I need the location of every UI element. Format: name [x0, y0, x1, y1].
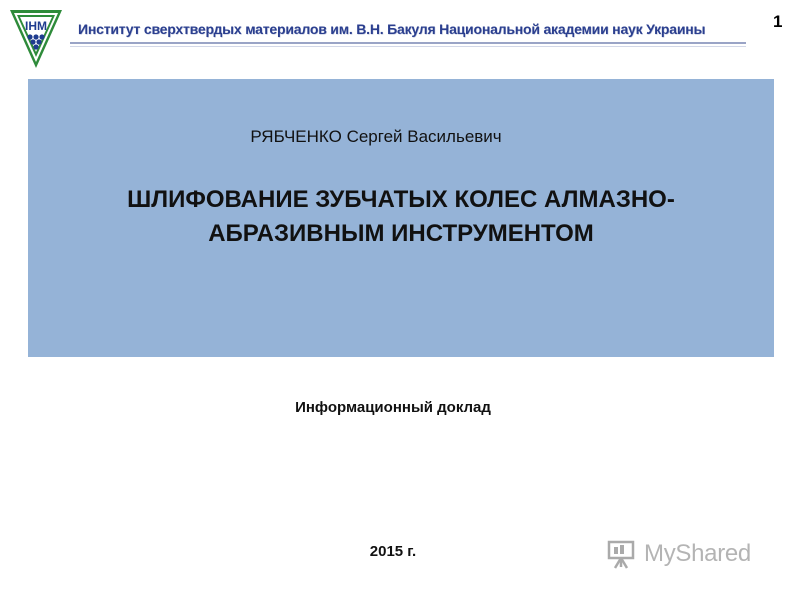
title-panel [28, 79, 774, 357]
logo-text: ІНМ [25, 19, 47, 33]
header-divider [70, 42, 746, 44]
report-title-line-2: АБРАЗИВНЫМ ИНСТРУМЕНТОМ [208, 220, 594, 247]
author-name: РЯБЧЕНКО Сергей Васильевич [250, 127, 502, 146]
report-year: 2015 г. [369, 543, 417, 560]
presentation-board-icon [606, 538, 638, 570]
report-title-line-1: ШЛИФОВАНИЕ ЗУБЧАТЫХ КОЛЕС АЛМАЗНО- [127, 186, 675, 213]
watermark-text: MyShared [644, 540, 751, 567]
institute-name: Институт сверхтвердых материалов им. В.Н. Бакуля Национальной академии наук Украины [78, 21, 706, 37]
logo-shield-icon [8, 6, 64, 72]
myshared-watermark [606, 537, 751, 571]
slide-number: 1 [773, 12, 783, 31]
report-type: Информационный доклад [295, 399, 491, 416]
institute-logo [8, 6, 64, 72]
header-divider-shadow [70, 46, 746, 47]
report-title [28, 183, 774, 251]
